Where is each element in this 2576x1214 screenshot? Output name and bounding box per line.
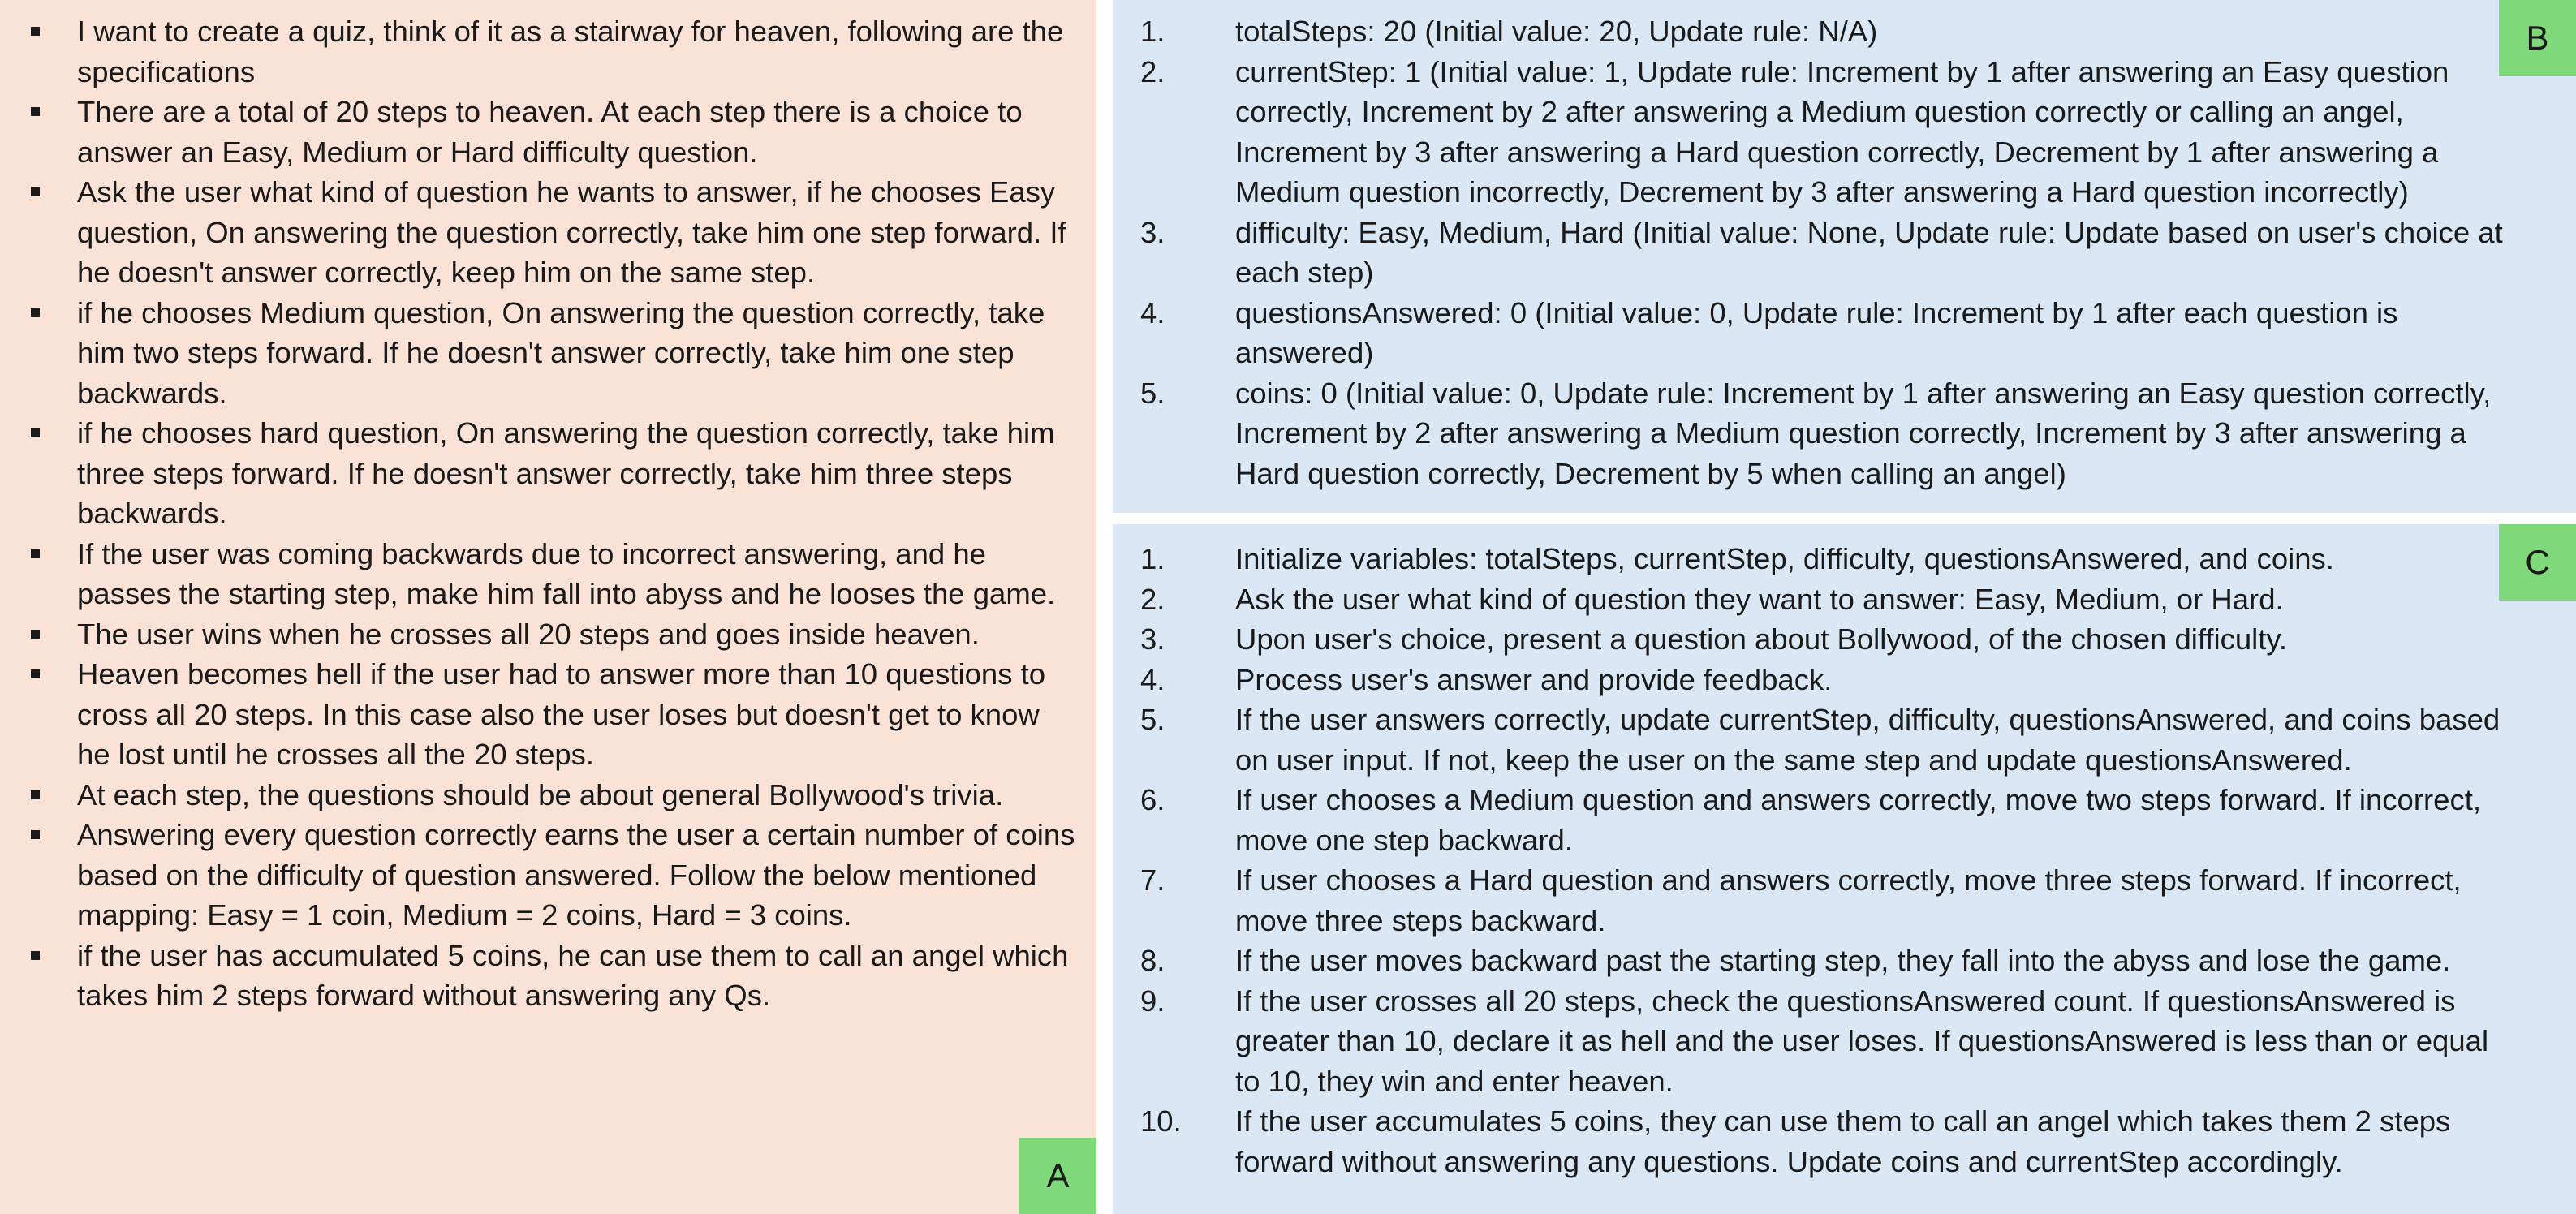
item-number: 3. — [1140, 215, 1165, 249]
item-number: 4. — [1140, 295, 1165, 329]
list-item — [1140, 11, 2512, 52]
item-text: If the user accumulates 5 coins, they can use them to call an angel which takes them 2 steps forward without answering any questions. Update coins and currentStep accordingly. — [1235, 1104, 2451, 1178]
algorithm-steps-list — [1140, 539, 2512, 1182]
item-text: difficulty: Easy, Medium, Hard (Initial value: None, Update rule: Update based on user's choice at each step) — [1235, 215, 2503, 289]
item-text: If user chooses a Medium question and answers correctly, move two steps forward. If incorrect, move one step backward. — [1235, 783, 2481, 857]
item-number: 2. — [1140, 54, 1165, 88]
item-text: Upon user's choice, present a question about Bollywood, of the chosen difficulty. — [1235, 622, 2288, 656]
requirements-panel — [0, 0, 1096, 1214]
item-text: If the user crosses all 20 steps, check the questionsAnswered count. If questionsAnswered is greater than 10, declare it as hell and the user loses. If questionsAnswered is less than or equal to 10, they win and enter heaven. — [1235, 984, 2489, 1098]
item-text: questionsAnswered: 0 (Initial value: 0, Update rule: Increment by 1 after each question is answered) — [1235, 295, 2398, 369]
list-item — [1140, 579, 2512, 620]
list-item — [1140, 293, 2512, 373]
algorithm-panel — [1113, 524, 2576, 1214]
item-text: If user chooses a Hard question and answers correctly, move three steps forward. If incorrect, move three steps backward. — [1235, 863, 2462, 937]
item-number: 5. — [1140, 703, 1165, 736]
item-text: Ask the user what kind of question they want to answer: Easy, Medium, or Hard. — [1235, 582, 2284, 616]
panel-label-c: C — [2499, 524, 2576, 601]
list-item: Answering every question correctly earns the user a certain number of coins based on the difficulty of question answered. Follow the below mentioned mapping: Easy = 1 coin, Medium = 2 coins, Hard = 3 coins. — [31, 815, 1078, 936]
item-number: 10. — [1140, 1104, 1182, 1138]
item-number: 3. — [1140, 622, 1165, 656]
variables-panel — [1113, 0, 2576, 513]
item-number: 2. — [1140, 582, 1165, 616]
list-item — [1140, 619, 2512, 660]
list-item — [1140, 941, 2512, 981]
item-number: 7. — [1140, 863, 1165, 897]
list-item — [1140, 981, 2512, 1102]
list-item — [1140, 373, 2512, 494]
list-item: There are a total of 20 steps to heaven. At each step there is a choice to answer an Easy, Medium or Hard difficulty question. — [31, 92, 1078, 172]
list-item: The user wins when he crosses all 20 steps and goes inside heaven. — [31, 614, 1078, 655]
list-item — [1140, 52, 2512, 213]
panel-label-b: B — [2499, 0, 2576, 76]
list-item: At each step, the questions should be about general Bollywood's trivia. — [31, 775, 1078, 816]
item-text: Initialize variables: totalSteps, currentStep, difficulty, questionsAnswered, and coins. — [1235, 542, 2334, 575]
list-item — [1140, 539, 2512, 579]
list-item — [1140, 213, 2512, 293]
list-item: Ask the user what kind of question he wants to answer, if he chooses Easy question, On answering the question correctly, take him one step forward. If he doesn't answer correctly, keep him on the same step. — [31, 172, 1078, 293]
item-text: If the user answers correctly, update currentStep, difficulty, questionsAnswered, and coins based on user input. If not, keep the user on the same step and update questionsAnswered. — [1235, 703, 2501, 777]
list-item: I want to create a quiz, think of it as a stairway for heaven, following are the specifications — [31, 11, 1078, 92]
item-text: coins: 0 (Initial value: 0, Update rule: Increment by 1 after answering an Easy question correctly, Increment by 2 after answering a Medium question correctly, Increment by 3 after answering a Hard question correctly, Decrement by 5 when calling an angel) — [1235, 376, 2492, 490]
item-number: 1. — [1140, 15, 1165, 48]
list-item: if he chooses Medium question, On answering the question correctly, take him two steps forward. If he doesn't answer correctly, take him one step backwards. — [31, 293, 1078, 414]
list-item: If the user was coming backwards due to incorrect answering, and he passes the starting step, make him fall into abyss and he looses the game. — [31, 534, 1078, 614]
item-text: totalSteps: 20 (Initial value: 20, Update rule: N/A) — [1235, 15, 1878, 48]
item-number: 8. — [1140, 944, 1165, 977]
list-item: Heaven becomes hell if the user had to answer more than 10 questions to cross all 20 steps. In this case also the user loses but doesn't get to know he lost until he crosses all the 20 steps. — [31, 654, 1078, 775]
list-item — [1140, 1101, 2512, 1182]
item-number: 9. — [1140, 984, 1165, 1018]
item-number: 5. — [1140, 376, 1165, 410]
item-text: If the user moves backward past the starting step, they fall into the abyss and lose the game. — [1235, 944, 2451, 977]
item-text: currentStep: 1 (Initial value: 1, Update rule: Increment by 1 after answering an Easy question correctly, Increment by 2 after answering a Medium question correctly or calling an angel, Increment by 3 after answering a Hard question correctly, Decrement by 1 after answering a Medium question incorrectly, Decrement by 3 after answering a Hard question incorrectly) — [1235, 54, 2449, 209]
list-item — [1140, 700, 2512, 780]
panel-label-a: A — [1019, 1138, 1096, 1214]
requirements-list — [31, 11, 1078, 1016]
item-number: 1. — [1140, 542, 1165, 575]
item-text: Process user's answer and provide feedback. — [1235, 662, 1833, 696]
list-item: if he chooses hard question, On answering the question correctly, take him three steps forward. If he doesn't answer correctly, take him three steps backwards. — [31, 413, 1078, 534]
item-number: 6. — [1140, 783, 1165, 816]
variables-list — [1140, 11, 2512, 493]
item-number: 4. — [1140, 662, 1165, 696]
list-item — [1140, 660, 2512, 700]
list-item — [1140, 860, 2512, 941]
list-item — [1140, 780, 2512, 860]
list-item: if the user has accumulated 5 coins, he can use them to call an angel which takes him 2 steps forward without answering any Qs. — [31, 936, 1078, 1016]
